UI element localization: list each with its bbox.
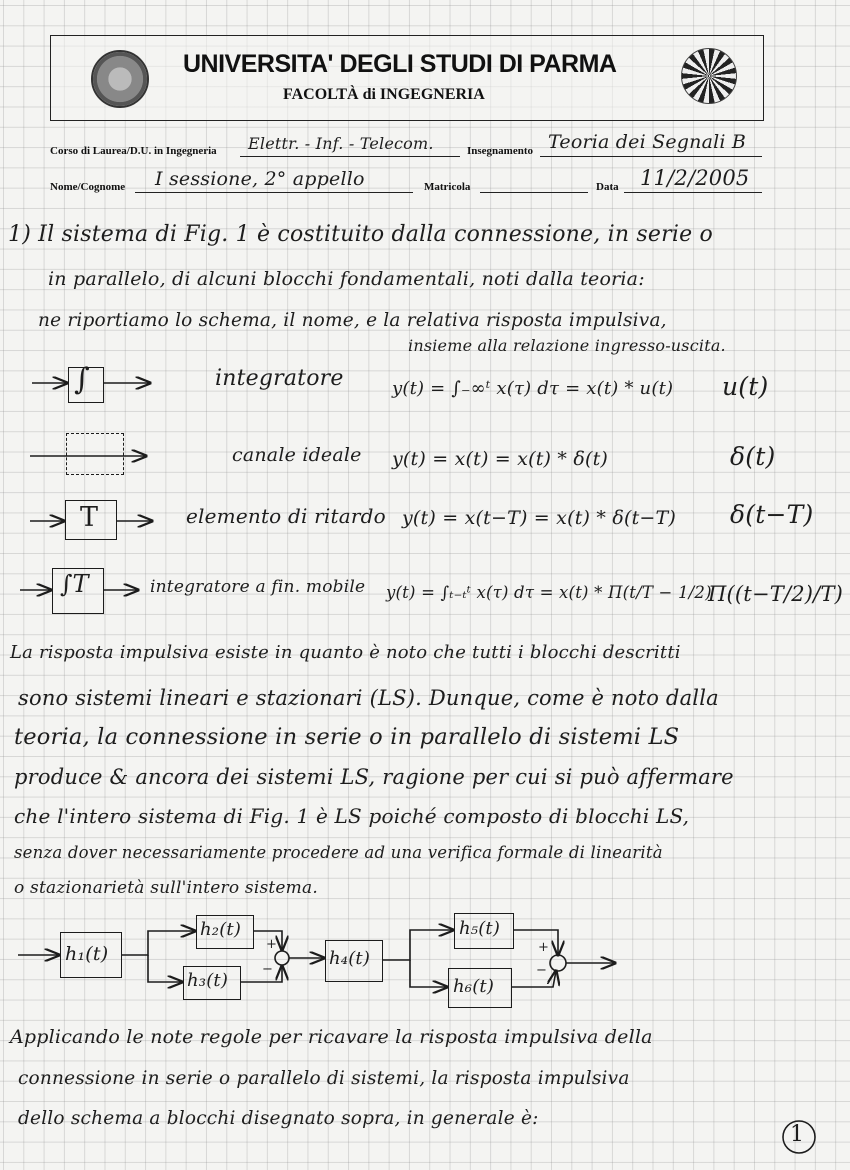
h6-label: h₆(t) [453, 976, 495, 997]
integrator-relation: y(t) = ∫₋∞ᵗ x(τ) dτ = x(t) * u(t) [392, 378, 674, 399]
h6-to-sum2 [511, 971, 556, 987]
ideal-channel-relation: y(t) = x(t) = x(t) * δ(t) [392, 448, 609, 470]
insegnamento-label: Insegnamento [467, 145, 534, 157]
sum2-node [550, 955, 566, 971]
data-value: 11/2/2005 [640, 166, 750, 190]
ideal-channel-response: δ(t) [730, 442, 776, 471]
h3-to-sum1 [240, 966, 282, 982]
matricola-label: Matricola [424, 181, 471, 193]
h1-label: h₁(t) [65, 943, 109, 965]
sum1-node [275, 951, 289, 965]
intro-line-3: ne riportiamo lo schema, il nome, e la relativa risposta impulsiva, [38, 310, 667, 331]
intro-line-1: 1) Il sistema di Fig. 1 è costituito dalla connessione, in serie o [8, 222, 713, 247]
delay-symbol: T [80, 502, 99, 533]
delay-name: elemento di ritardo [186, 504, 386, 528]
closing-line-3: dello schema a blocchi disegnato sopra, in generale è: [18, 1108, 539, 1129]
paragraph-line-7: o stazionarietà sull'intero sistema. [14, 878, 318, 898]
paragraph-line-6: senza dover necessariamente procedere ad una verifica formale di linearità [14, 843, 663, 862]
delay-response: δ(t−T) [730, 500, 814, 529]
data-label: Data [596, 181, 619, 193]
sum1-minus-sign: − [262, 962, 274, 977]
sum1-plus-sign: + [266, 937, 278, 952]
h1-to-h3 [148, 955, 182, 982]
h4-label: h₄(t) [329, 948, 371, 969]
corso-label: Corso di Laurea/D.U. in Ingegneria [50, 145, 217, 157]
intro-line-4: insieme alla relazione ingresso-uscita. [408, 336, 726, 355]
moving-integrator-name: integratore a fin. mobile [150, 577, 366, 597]
moving-integrator-symbol: ∫T [60, 570, 89, 598]
nome-label: Nome/Cognome [50, 181, 126, 193]
faculty-title: FACOLTÀ di INGEGNERIA [283, 86, 485, 103]
paragraph-line-1: La risposta impulsiva esiste in quanto è noto che tutti i blocchi descritti [10, 642, 681, 663]
paragraph-line-5: che l'intero sistema di Fig. 1 è LS poiché composto di blocchi LS, [14, 804, 690, 828]
paragraph-line-4: produce & ancora dei sistemi LS, ragione per cui si può affermare [14, 765, 734, 789]
sum2-minus-sign: − [536, 963, 548, 978]
intro-line-2: in parallelo, di alcuni blocchi fondamentali, noti dalla teoria: [48, 268, 645, 290]
h2-label: h₂(t) [200, 919, 242, 940]
page-number: 1 [790, 1122, 805, 1147]
paragraph-line-2: sono sistemi lineari e stazionari (LS). Dunque, come è noto dalla [18, 686, 719, 710]
sum2-plus-sign: + [538, 940, 550, 955]
h4-to-h5 [382, 930, 453, 960]
delay-relation: y(t) = x(t−T) = x(t) * δ(t−T) [402, 507, 677, 529]
integrator-name: integratore [215, 366, 344, 391]
integrator-symbol: ∫ [74, 362, 90, 397]
h5-to-sum2 [513, 930, 558, 955]
closing-line-2: connessione in serie o parallelo di sistemi, la risposta impulsiva [18, 1068, 630, 1089]
ideal-channel-name: canale ideale [232, 444, 362, 466]
moving-integrator-relation: y(t) = ∫ₜ₋ₜᵗ x(τ) dτ = x(t) * Π(t/T − 1/2) [386, 583, 712, 602]
integrator-response: u(t) [722, 372, 769, 401]
paragraph-line-3: teoria, la connessione in serie o in parallelo di sistemi LS [14, 724, 680, 750]
moving-integrator-response: Π((t−T/2)/T) [708, 582, 844, 606]
university-title: UNIVERSITA' DEGLI STUDI DI PARMA [183, 50, 617, 78]
h4-to-h6 [410, 960, 447, 987]
h3-label: h₃(t) [187, 970, 229, 991]
h2-to-sum1 [253, 931, 282, 950]
nome-value: I sessione, 2° appello [155, 168, 365, 190]
h5-label: h₅(t) [459, 918, 501, 939]
h1-to-h2 [121, 931, 195, 955]
corso-value: Elettr. - Inf. - Telecom. [248, 134, 434, 153]
insegnamento-value: Teoria dei Segnali B [548, 131, 747, 153]
closing-line-1: Applicando le note regole per ricavare la risposta impulsiva della [10, 1026, 653, 1048]
